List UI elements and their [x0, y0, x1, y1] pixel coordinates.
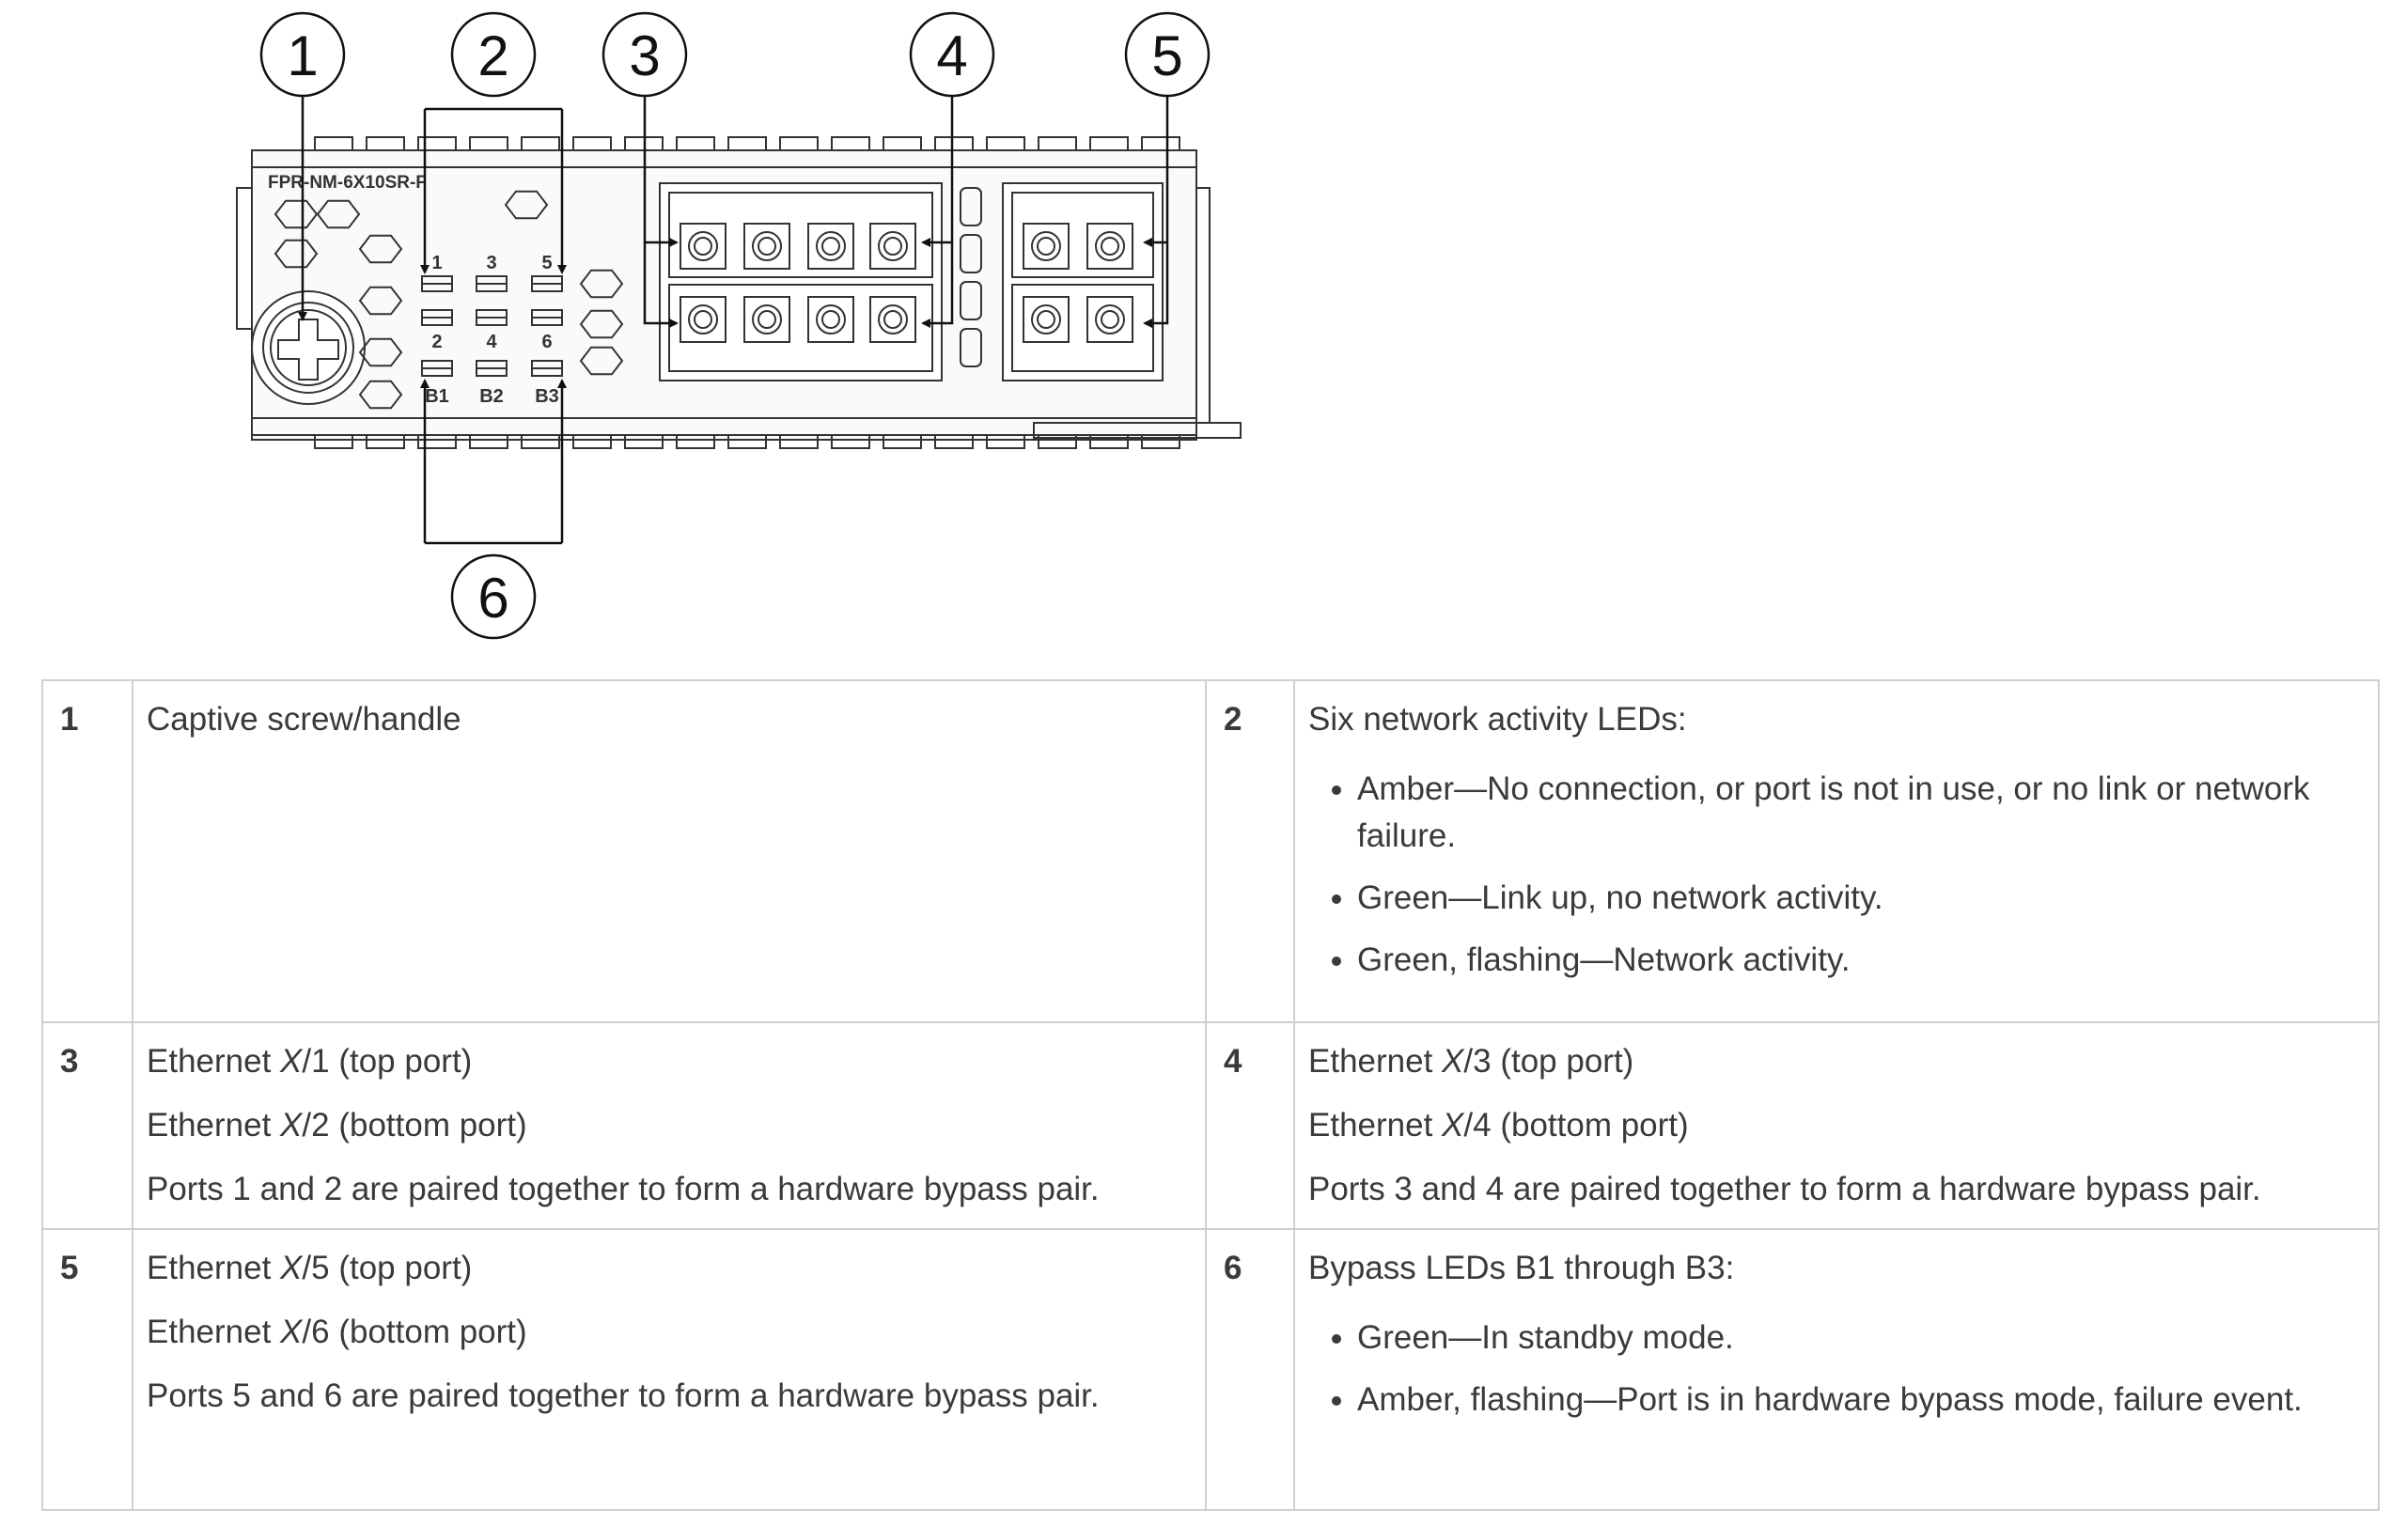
table-row	[42, 1022, 2379, 1229]
description-line: Ethernet X/4 (bottom port)	[1308, 1107, 1689, 1143]
led-label-b3: B3	[535, 386, 559, 407]
led-label-3: 3	[486, 253, 497, 273]
callout-2: 2	[477, 24, 509, 87]
led-label-4: 4	[486, 332, 497, 352]
callout-description-cell	[133, 1022, 1206, 1229]
table-row	[42, 680, 2379, 1022]
description-line: Ports 5 and 6 are paired together to form a hardware bypass pair.	[147, 1377, 1100, 1414]
description-line: Ethernet X/2 (bottom port)	[147, 1107, 527, 1143]
description-line: Captive screw/handle	[147, 701, 461, 738]
list-item: • Green—In standby mode.	[1357, 1314, 2365, 1361]
led-label-6: 6	[541, 332, 553, 352]
captive-screw-icon	[252, 291, 365, 404]
callout-1: 1	[287, 24, 319, 87]
callout-number-cell: 6	[1206, 1229, 1294, 1510]
led-label-5: 5	[541, 253, 553, 273]
description-line: Bypass LEDs B1 through B3:	[1308, 1250, 1735, 1286]
description-line: Ethernet X/6 (bottom port)	[147, 1314, 527, 1350]
callout-description-cell	[1294, 1022, 2379, 1229]
description-line: Six network activity LEDs:	[1308, 701, 1687, 738]
callout-description-cell	[1294, 1229, 2379, 1510]
led-label-b1: B1	[425, 386, 449, 407]
description-line: Ethernet X/5 (top port)	[147, 1250, 473, 1286]
list-item: • Amber, flashing—Port is in hardware bypass mode, failure event.	[1357, 1377, 2365, 1423]
callout-5: 5	[1151, 24, 1183, 87]
model-label: FPR-NM-6X10SR-F	[268, 173, 427, 193]
module-diagram	[0, 0, 1316, 658]
callout-number-cell: 3	[42, 1022, 133, 1229]
description-line: Ethernet X/3 (top port)	[1308, 1043, 1634, 1080]
list-item: • Green—Link up, no network activity.	[1357, 875, 2365, 922]
description-line: Ports 3 and 4 are paired together to form a hardware bypass pair.	[1308, 1171, 2261, 1207]
description-line: Ports 1 and 2 are paired together to form a hardware bypass pair.	[147, 1171, 1100, 1207]
callout-description-cell	[133, 1229, 1206, 1510]
callout-number-cell: 4	[1206, 1022, 1294, 1229]
description-line: Ethernet X/1 (top port)	[147, 1043, 473, 1080]
callout-number-cell: 1	[42, 680, 133, 1022]
callout-6: 6	[477, 567, 509, 630]
callout-4: 4	[936, 24, 968, 87]
callout-description-cell	[1294, 680, 2379, 1022]
callout-3: 3	[629, 24, 661, 87]
table-row	[42, 1229, 2379, 1510]
led-label-1: 1	[431, 253, 443, 273]
led-label-2: 2	[431, 332, 443, 352]
callout-number-cell: 2	[1206, 680, 1294, 1022]
callout-description-cell	[133, 680, 1206, 1022]
led-label-b2: B2	[479, 386, 504, 407]
list-item: • Amber—No connection, or port is not in use, or no link or network failure.	[1357, 766, 2365, 860]
bullet-list	[1308, 1314, 2365, 1423]
legend-table	[41, 679, 2380, 1511]
callout-number-cell: 5	[42, 1229, 133, 1510]
bullet-list	[1308, 766, 2365, 984]
list-item: • Green, flashing—Network activity.	[1357, 937, 2365, 984]
